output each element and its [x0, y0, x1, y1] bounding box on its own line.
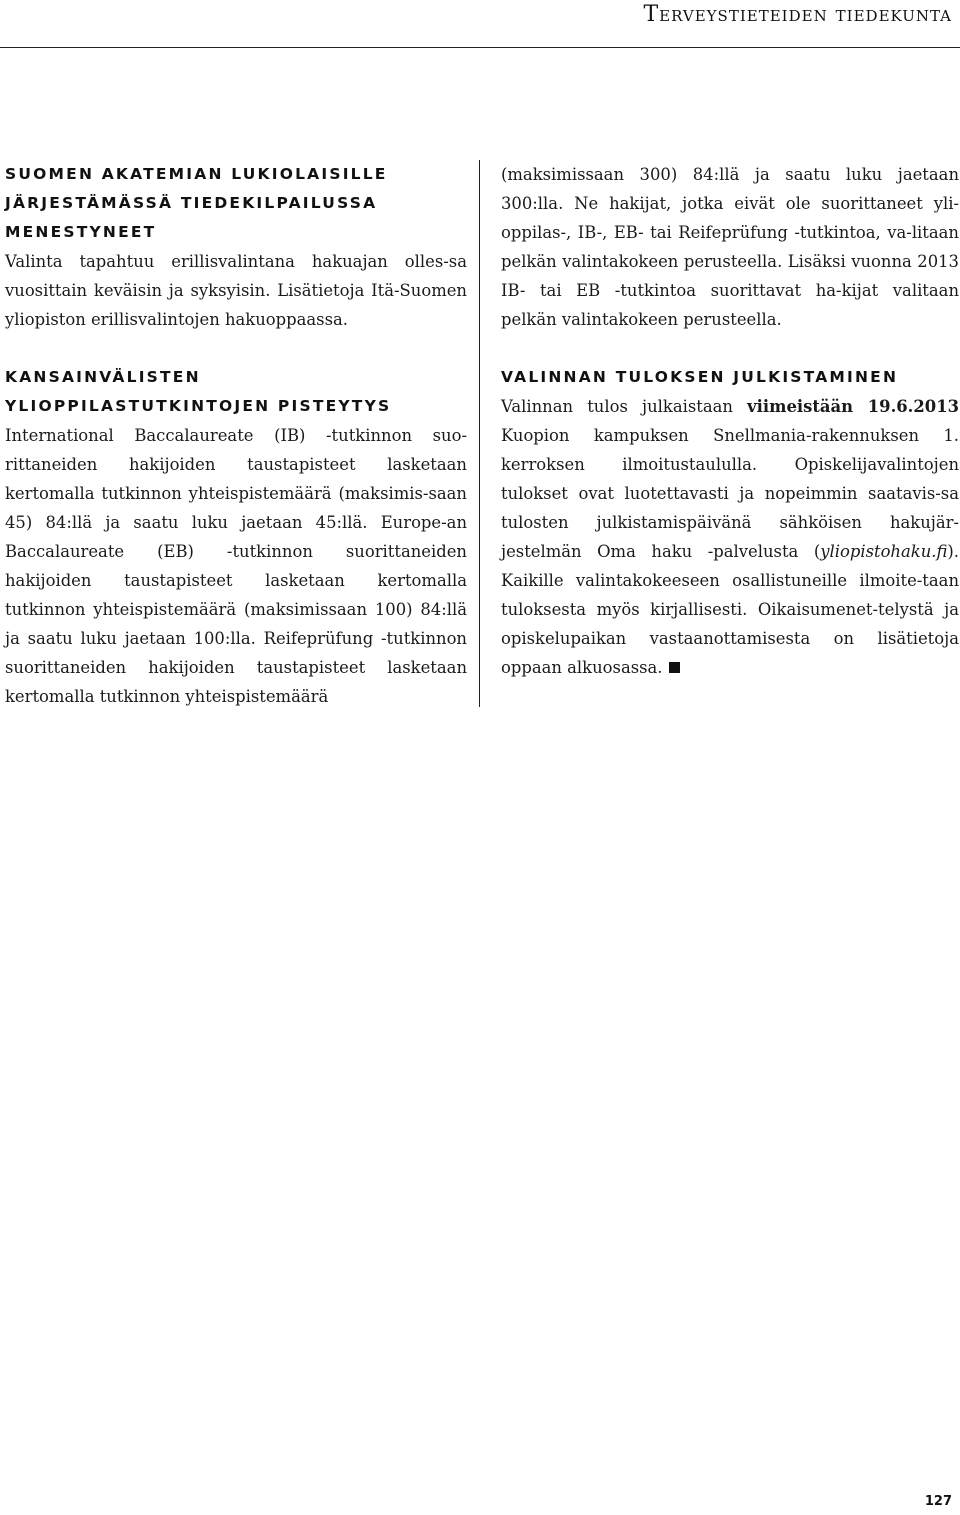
body-text-run: Kuopion kampuksen Snellmania-rakennuksen 1. kerroksen ilmoitustaululla. Opiskelijavalintojen tulokset ovat luotettavasti ja nopeimmin saatavis-sa tulosten julkistamispäivänä sähköisen hakujär-jestelmän Oma haku -palvelusta ( [501, 426, 959, 561]
continued-paragraph: (maksimissaan 300) 84:llä ja saatu luku jaetaan 300:lla. Ne hakijat, jotka eivät ole suorittaneet yli-oppilas-, IB-, EB- tai Reifeprüfung -tutkintoa, va-litaan pelkän valintakokeen perusteella. Lisäksi vuonna 2013 IB- tai EB -tutkintoa suorittavat ha-kijat valitaan pelkän valintakokeen perusteella. [501, 165, 959, 329]
section-heading-line: JÄRJESTÄMÄSSÄ TIEDEKILPAILUSSA [5, 194, 378, 212]
right-column [501, 160, 959, 682]
section-heading-line: SUOMEN AKATEMIAN LUKIOLAISILLE [5, 165, 388, 183]
end-of-article-mark [669, 662, 680, 673]
faculty-title: Terveystieteiden tiedekunta [643, 2, 952, 27]
body-text-run: ). Kaikille valintakokeeseen osallistuneille ilmoite-taan tuloksesta myös kirjallisesti. Oikaisumenet-telystä ja opiskelupaikan vastaanottamisesta on lisätietoja oppaan alkuosassa. [501, 542, 959, 677]
section-international-exams [5, 363, 467, 711]
section-body: International Baccalaureate (IB) -tutkinnon suo-rittaneiden hakijoiden taustapisteet lasketaan kertomalla tutkinnon yhteispistemäärä (maksimis-saan 45) 84:llä ja saatu luku jaetaan 45:llä. Europe-an Baccalaureate (EB) -tutkinnon suorittaneiden hakijoiden taustapisteet lasketaan kertomalla tutkinnon yhteispistemäärä (maksimissaan 100) 84:llä ja saatu luku jaetaan 100:lla. Reifeprüfung -tutkinnon suorittaneiden hakijoiden taustapisteet lasketaan kertomalla tutkinnon yhteispistemäärä [5, 426, 467, 706]
section-heading-line: KANSAINVÄLISTEN [5, 368, 201, 386]
section-body: Valinta tapahtuu erillisvalintana hakuajan olles-sa vuosittain keväisin ja syksyisin. Lisätietoja Itä-Suomen yliopiston erillisvalintojen hakuoppaassa. [5, 252, 467, 329]
section-heading: VALINNAN TULOKSEN JULKISTAMINEN [501, 368, 899, 386]
section-heading-line: MENESTYNEET [5, 223, 157, 241]
website-reference: yliopistohaku.fi [820, 542, 948, 561]
section-heading-line: YLIOPPILASTUTKINTOJEN PISTEYTYS [5, 397, 392, 415]
section-science-competition [5, 160, 467, 334]
section-results-publication [501, 363, 959, 682]
left-column [5, 160, 467, 711]
running-header [0, 0, 960, 48]
body-text-run: Valinnan tulos julkaistaan [501, 397, 748, 416]
column-divider [479, 160, 480, 707]
section-body [501, 392, 959, 682]
page-number: 127 [924, 1494, 952, 1509]
publication-date: viimeistään 19.6.2013 [747, 397, 960, 416]
